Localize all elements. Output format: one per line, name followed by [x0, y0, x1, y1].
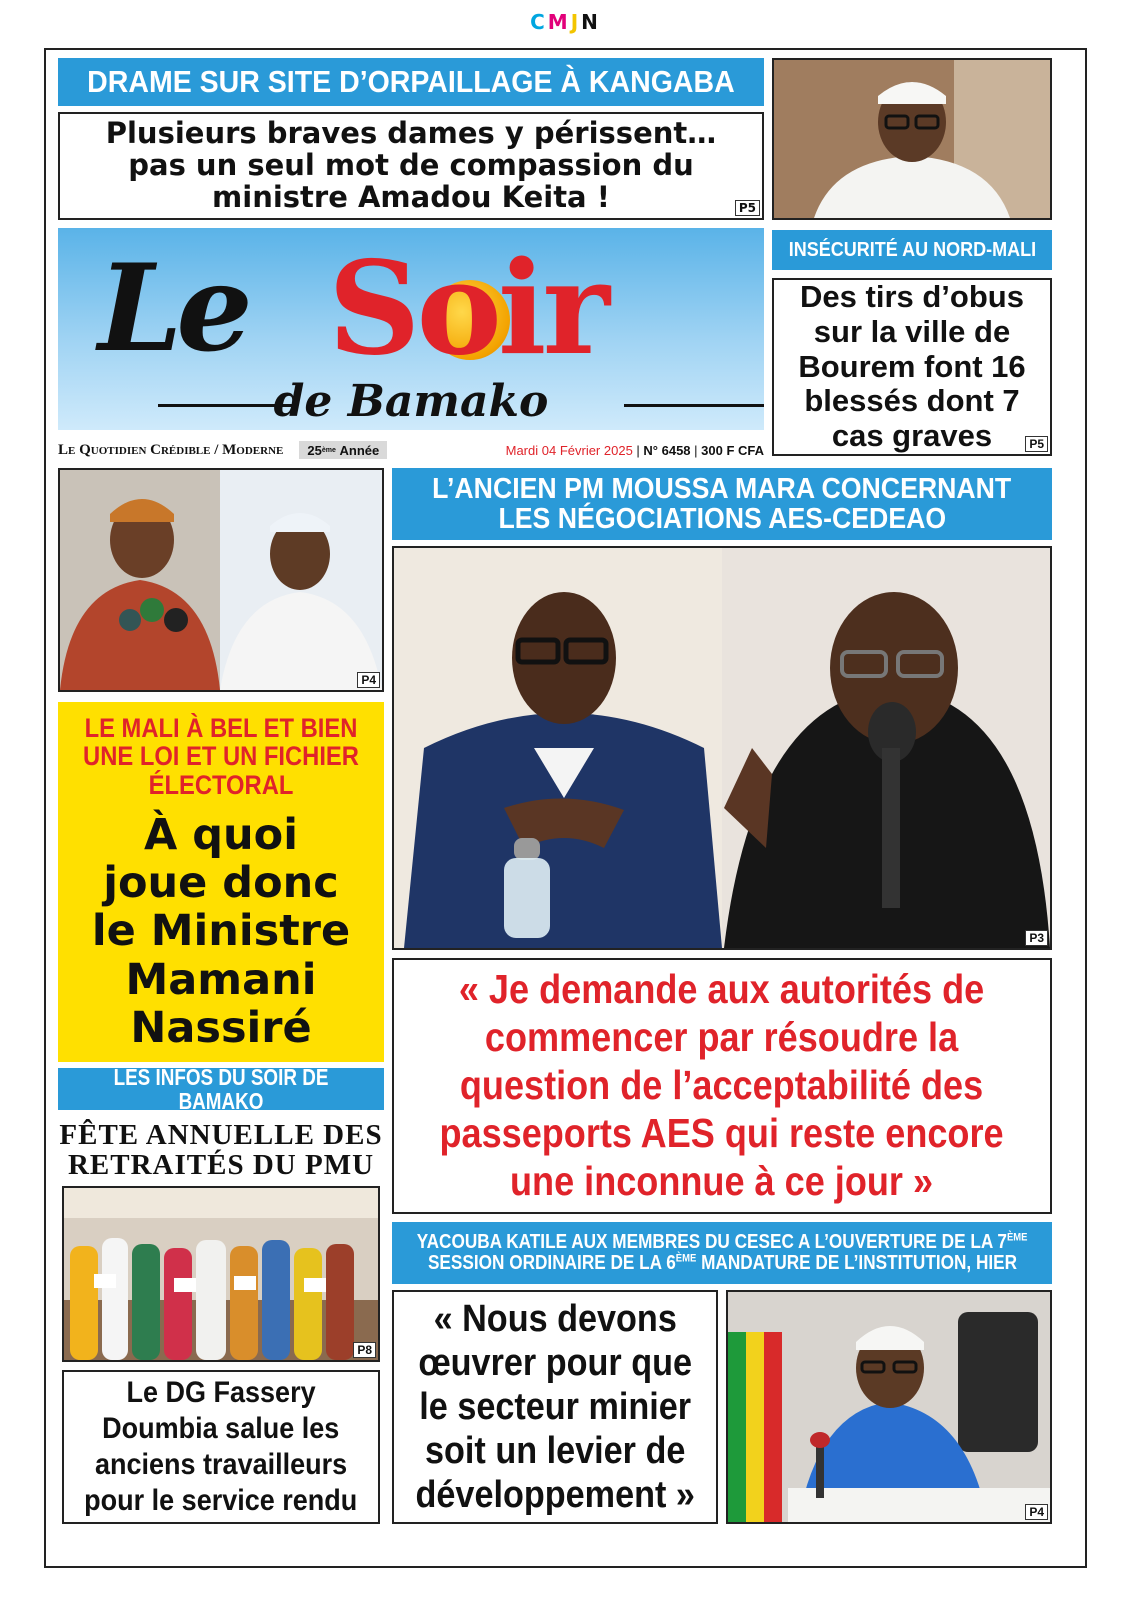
- page-ref: P8: [353, 1342, 376, 1358]
- minister-keita-photo: [772, 58, 1052, 220]
- electoral-law-headline: À quoi joue donc le Ministre Mamani Nassiré: [91, 810, 351, 1053]
- page-ref: P4: [1025, 1504, 1048, 1520]
- katile-figure: [728, 1292, 1050, 1522]
- issue-info: Mardi 04 Février 2025 | N° 6458 | 300 F CFA: [505, 442, 764, 458]
- tagline: Le Quotidien Crédible / Moderne: [58, 441, 284, 458]
- nord-mali-kicker: INSÉCURITÉ AU NORD-MALI: [772, 230, 1052, 270]
- page-ref: P3: [1025, 930, 1048, 946]
- mara-diop-photo: [392, 546, 1052, 950]
- nord-mali-headline: Des tirs d’obus sur la ville de Bourem font 16 blessés dont 7 cas graves P5: [772, 278, 1052, 456]
- year-badge: 25 ème Année: [299, 441, 387, 459]
- masthead-info-line: [58, 440, 764, 460]
- officials-photo: [58, 468, 384, 692]
- katile-photo: [726, 1290, 1052, 1524]
- top-story-kicker: DRAME SUR SITE D’ORPAILLAGE À KANGABA: [58, 58, 764, 106]
- cesec-kicker: YACOUBA KATILE AUX MEMBRES DU CESEC A L’OUVERTURE DE LA 7ÈME SESSION ORDINAIRE DE LA 6ÈME MANDATURE DE L’INSTITUTION, HIER: [392, 1222, 1052, 1284]
- print-color-marks: CMJN: [530, 10, 601, 34]
- electoral-law-kicker: LE MALI À BEL ET BIEN UNE LOI ET UN FICHIER ÉLECTORAL: [83, 713, 359, 800]
- top-story-headline: Plusieurs braves dames y périssent… pas un seul mot de compassion du ministre Amadou Keita ! P5: [58, 112, 764, 220]
- mara-kicker: L’ANCIEN PM MOUSSA MARA CONCERNANT LES NÉGOCIATIONS AES-CEDEAO: [392, 468, 1052, 540]
- page-ref: P4: [357, 672, 380, 688]
- minister-keita-figure: [774, 60, 1050, 218]
- pmu-group-figures: [64, 1188, 378, 1360]
- infos-headline: FÊTE ANNUELLE DES RETRAITÉS DU PMU: [59, 1119, 383, 1182]
- masthead-logo: Le Soir de Bamako: [58, 228, 764, 430]
- infos-body: Le DG Fassery Doumbia salue les anciens travailleurs pour le service rendu: [62, 1370, 380, 1524]
- cesec-quote: « Nous devons œuvrer pour que le secteur minier soit un levier de développement »: [392, 1290, 718, 1524]
- mara-quote: « Je demande aux autorités de commencer par résoudre la question de l’acceptabilité des passeports AES qui reste encore une inconnue à ce jour »: [392, 958, 1052, 1214]
- pmu-retirees-photo: [62, 1186, 380, 1362]
- officials-figures: [60, 470, 382, 690]
- page-ref: P5: [1025, 436, 1048, 452]
- electoral-law-story: [58, 702, 384, 1062]
- page-ref: P5: [735, 200, 760, 216]
- mara-diop-figures: [394, 548, 1050, 948]
- infos-kicker: LES INFOS DU SOIR DE BAMAKO: [58, 1068, 384, 1110]
